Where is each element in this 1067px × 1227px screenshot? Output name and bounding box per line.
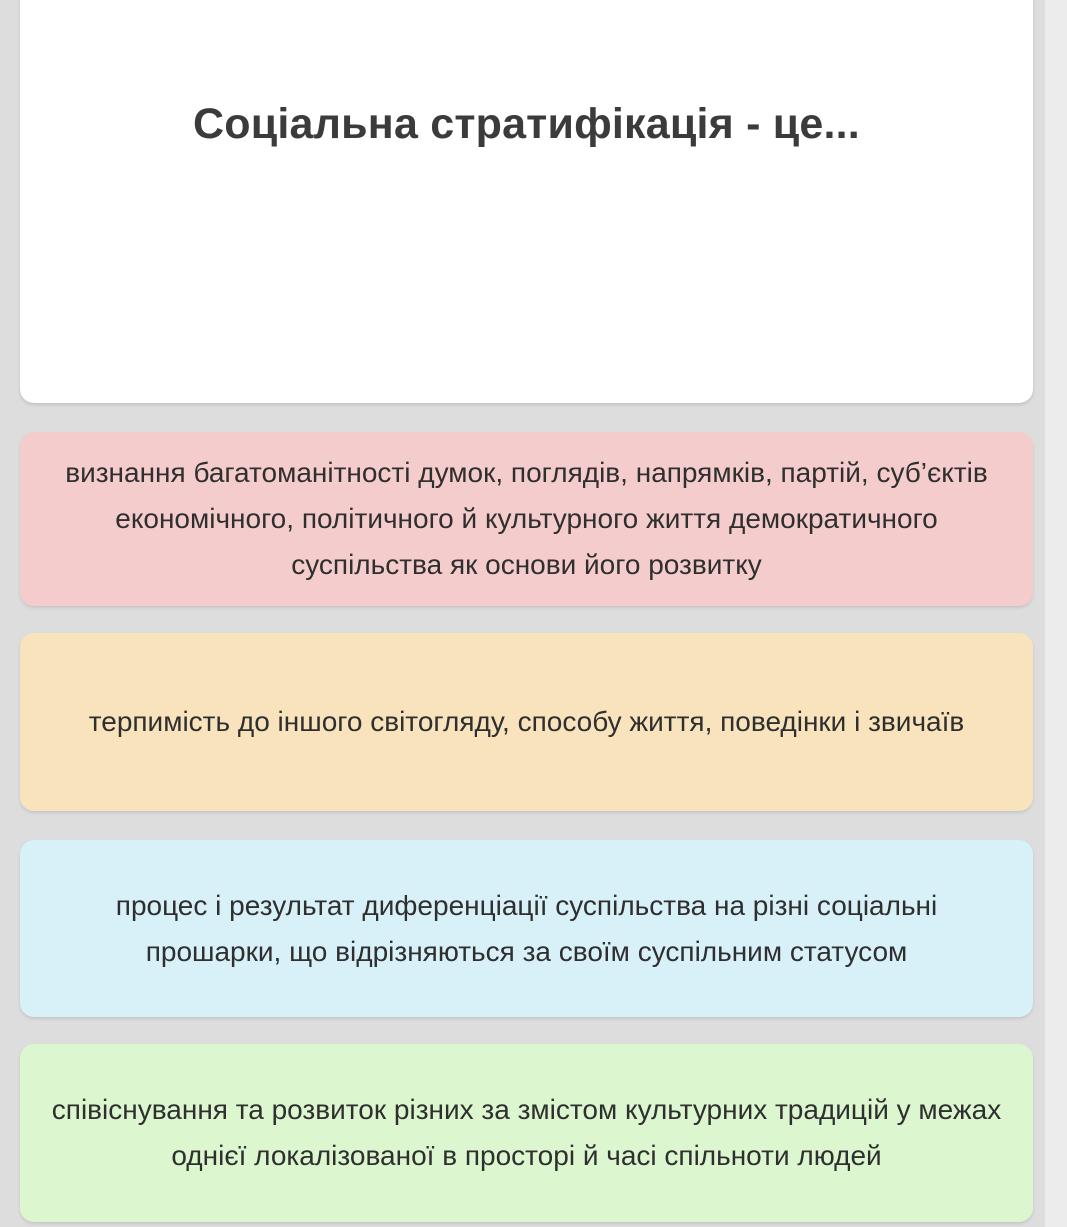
answer-option-1[interactable] [20, 432, 1033, 606]
answer-option-4-text: співіснування та розвиток різних за змістом культурних традицій у межах однієї локалізованої в просторі й часі спільноти людей [51, 1094, 1002, 1171]
answer-option-4[interactable] [20, 1044, 1033, 1222]
answer-option-1-text: визнання багатоманітності думок, поглядів, напрямків, партій, суб’єктів економічного, політичного й культурного життя демократичного суспільства як основи його розвитку [65, 457, 988, 580]
answer-option-3-text: процес і результат диференціації суспільства на різні соціальні прошарки, що відрізняються за своїм суспільним статусом [115, 889, 938, 967]
page-edge [1045, 0, 1067, 1227]
answer-option-2-text: терпимість до іншого світогляду, способу життя, поведінки і звичаїв [88, 706, 965, 737]
quiz-container [20, 0, 1033, 1227]
answer-option-3[interactable] [20, 840, 1033, 1017]
answer-option-2[interactable] [20, 633, 1033, 811]
question-text: Соціальна стратифікація - це... [193, 100, 860, 148]
question-card [20, 0, 1033, 403]
